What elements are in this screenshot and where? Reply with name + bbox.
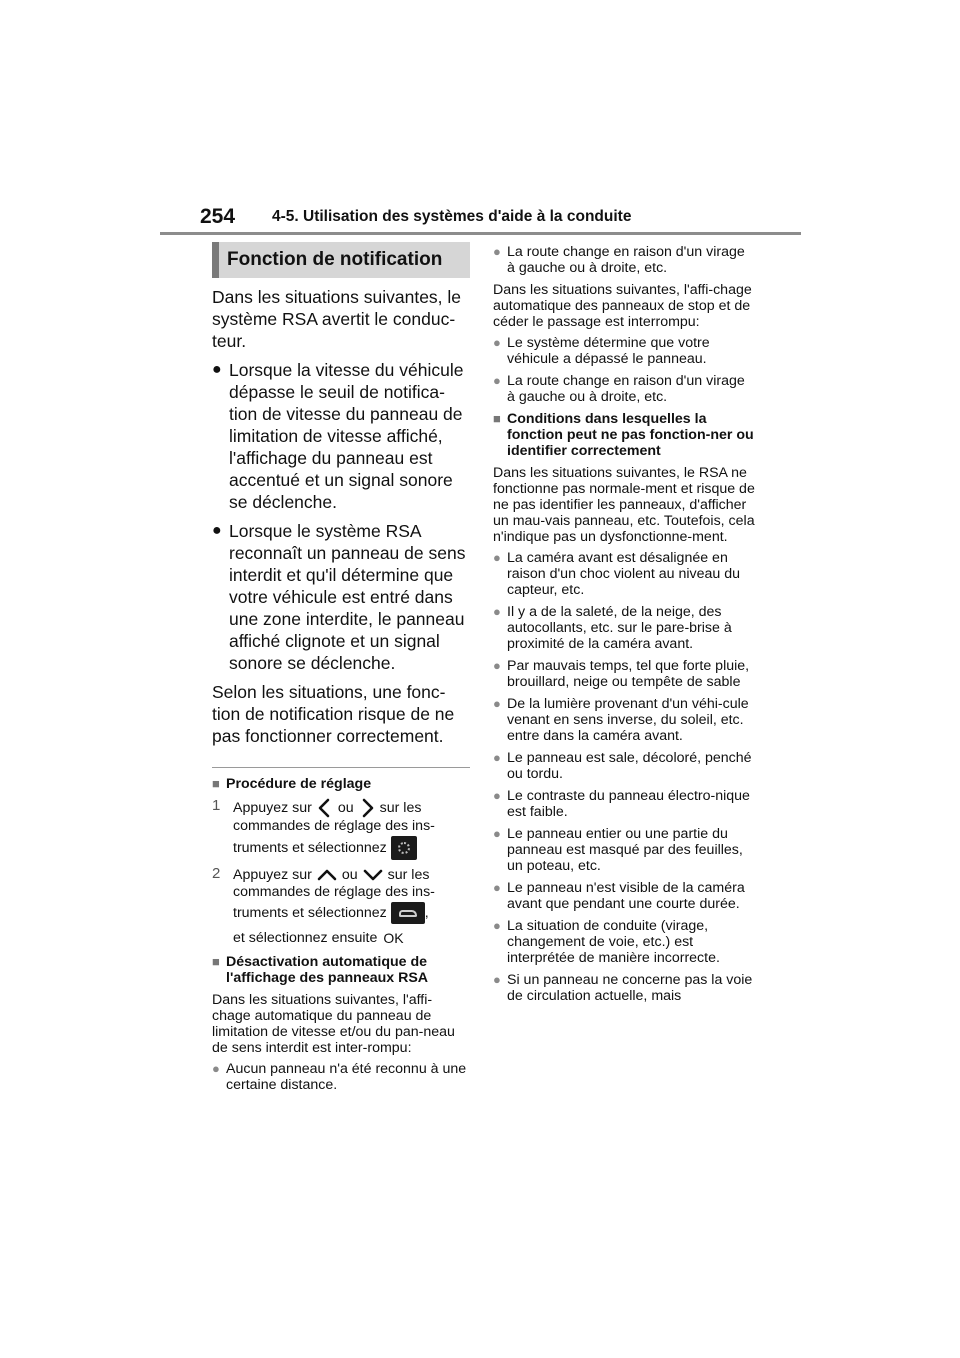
bullet-icon: ●: [493, 750, 501, 765]
outro-paragraph: Selon les situations, une fonc-tion de notification risque de ne pas fonctionner correctement.: [212, 682, 455, 746]
bullet-icon: ●: [493, 604, 501, 619]
list-item: [212, 520, 470, 674]
list-item: [493, 972, 755, 1004]
list-item: [493, 696, 755, 744]
step-number: 1: [212, 797, 221, 814]
list-item: [493, 750, 755, 782]
bullet-icon: ●: [212, 522, 222, 539]
list-item-text: La caméra avant est désalignée en raison d'un choc violent au niveau du capteur, etc.: [507, 550, 741, 598]
list-item: [493, 244, 755, 276]
procedure-heading: [212, 776, 470, 792]
list-item-text: La situation de conduite (virage, changement de voie, etc.) est interprétée de manière incorrecte.: [507, 918, 720, 966]
list-item: [212, 359, 470, 513]
auto-off-text: Dans les situations suivantes, l'affi-chage automatique du panneau de limitation de vitesse et/ou du pan-neau de sens interdit est inter-rompu:: [212, 992, 455, 1056]
step-number: 2: [212, 865, 221, 882]
notification-text: [212, 286, 470, 747]
bullet-icon: ●: [493, 244, 501, 259]
chevron-up-icon: [312, 866, 342, 884]
bullet-icon: ●: [493, 550, 501, 565]
ok-label: OK: [383, 930, 404, 946]
list-item-text: La route change en raison d'un virage à gauche ou à droite, etc.: [507, 373, 745, 405]
list-item-text: Le panneau n'est visible de la caméra avant que pendant une courte durée.: [507, 880, 745, 912]
conditions-text: Dans les situations suivantes, le RSA ne fonctionne pas normale-ment et risque de ne pas identifier les panneaux, d'afficher un mau-vais panneau, etc. Toutefois, cela n'indique pas un dysfonctionne-ment.: [493, 465, 755, 545]
list-item-text: La route change en raison d'un virage à gauche ou à droite, etc.: [507, 244, 745, 276]
list-item: [493, 658, 755, 690]
gear-icon: [391, 836, 417, 860]
bullet-icon: ●: [493, 972, 501, 987]
list-item: [493, 550, 755, 598]
header-divider: [160, 232, 801, 235]
step-1: [212, 798, 470, 860]
bullet-icon: ●: [493, 918, 501, 933]
procedure-block: [212, 776, 470, 1093]
list-item-text: Aucun panneau n'a été reconnu à une certaine distance.: [226, 1061, 467, 1093]
section-heading-box: [212, 242, 470, 278]
right-column: [493, 244, 755, 1010]
step-text: ou: [341, 867, 358, 883]
list-item-text: Il y a de la saleté, de la neige, des autocollants, etc. sur le pare-brise à proximité de la caméra avant.: [507, 604, 732, 652]
step-text: commandes de réglage des ins-: [233, 884, 435, 900]
step-text: commandes de réglage des ins-: [233, 818, 435, 834]
step-text: Appuyez sur: [233, 800, 312, 816]
conditions-heading-text: Conditions dans lesquelles la fonction peut ne pas fonction-ner ou identifier correctement: [507, 411, 754, 459]
step-text: sur les: [387, 867, 430, 883]
step-text: ,: [424, 905, 429, 921]
step-text: et sélectionnez ensuite: [233, 930, 378, 946]
bullet-icon: ●: [212, 361, 222, 378]
list-item: [493, 826, 755, 874]
bullet-icon: ●: [493, 658, 501, 673]
bullet-icon: ●: [493, 826, 501, 841]
step-text: ou: [337, 800, 354, 816]
bullet-icon: ●: [212, 1061, 220, 1076]
bullet-icon: ●: [493, 696, 501, 711]
stop-sign-text: Dans les situations suivantes, l'affi-chage automatique des panneaux de stop et de céder le passage est interrompu:: [493, 282, 752, 330]
list-item-text: Si un panneau ne concerne pas la voie de circulation actuelle, mais: [507, 972, 753, 1004]
intro-paragraph: Dans les situations suivantes, le système RSA avertit le conduc-teur.: [212, 287, 462, 351]
bullet-icon: ●: [493, 373, 501, 388]
list-item-text: Le contraste du panneau électro-nique est faible.: [507, 788, 750, 820]
step-text: truments et sélectionnez: [233, 840, 387, 856]
list-item: [493, 918, 755, 966]
procedure-heading-text: Procédure de réglage: [226, 776, 372, 792]
list-item: [493, 373, 755, 405]
sign-assist-icon: [391, 902, 425, 924]
list-item: [493, 880, 755, 912]
list-item-text: Le panneau entier ou une partie du panneau est masqué par des feuilles, un poteau, etc.: [507, 826, 743, 874]
list-item-text: Lorsque la vitesse du véhicule dépasse le seuil de notifica-tion de vitesse du panneau de limitation de vitesse affiché, l'affichage du panneau est accentué et un signal sonore se déclenche.: [229, 360, 464, 512]
chevron-left-icon: [312, 798, 338, 818]
square-bullet-icon: ■: [493, 411, 501, 426]
page-number: 254: [200, 205, 236, 228]
list-item: [493, 788, 755, 820]
list-item-text: Le panneau est sale, décoloré, penché ou tordu.: [507, 750, 752, 782]
list-item-text: De la lumière provenant d'un véhi-cule venant en sens inverse, du soleil, etc. entre dans la caméra avant.: [507, 696, 749, 744]
list-item: [493, 335, 755, 367]
bullet-icon: ●: [493, 335, 501, 350]
list-item: [212, 1061, 470, 1093]
step-text: truments et sélectionnez: [233, 905, 387, 921]
square-bullet-icon: ■: [212, 776, 220, 791]
section-title: Fonction de notification: [227, 249, 443, 270]
chevron-down-icon: [358, 866, 388, 884]
left-column: [212, 242, 470, 1099]
list-item-text: Le système détermine que votre véhicule a dépassé le panneau.: [507, 335, 710, 367]
list-item: [493, 604, 755, 652]
list-item-text: Par mauvais temps, tel que forte pluie, brouillard, neige ou tempête de sable: [507, 658, 750, 690]
chapter-title: 4-5. Utilisation des systèmes d'aide à la conduite: [272, 208, 632, 225]
list-item-text: Lorsque le système RSA reconnaît un panneau de sens interdit et qu'il détermine que votre véhicule est entré dans une zone interdite, le panneau affiché clignote et un signal sonore se déclenche.: [229, 521, 466, 673]
conditions-heading: [493, 411, 755, 459]
bullet-icon: ●: [493, 880, 501, 895]
step-text: sur les: [379, 800, 422, 816]
section-divider: [212, 767, 470, 768]
chevron-right-icon: [354, 798, 380, 818]
step-text: Appuyez sur: [233, 867, 312, 883]
bullet-icon: ●: [493, 788, 501, 803]
square-bullet-icon: ■: [212, 954, 220, 969]
auto-off-heading-text: Désactivation automatique de l'affichage des panneaux RSA: [226, 954, 429, 986]
step-2: [212, 866, 470, 946]
auto-off-heading: [212, 954, 470, 986]
